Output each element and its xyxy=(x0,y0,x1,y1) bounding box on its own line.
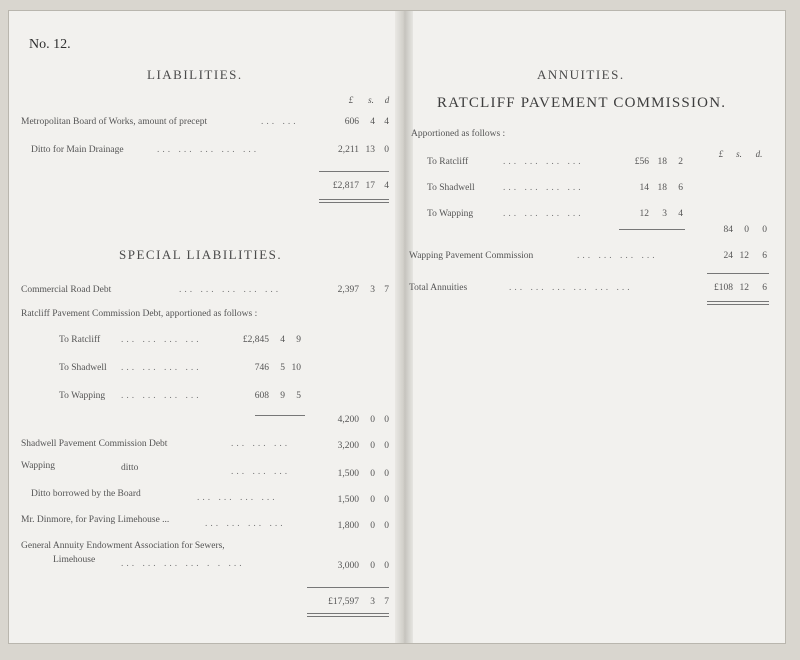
right-sum-pence: 0 xyxy=(762,225,767,235)
grand-total-pence: 7 xyxy=(384,597,389,607)
shadwell-debt-pence: 0 xyxy=(384,441,389,451)
drainage-label: Ditto for Main Drainage xyxy=(31,145,124,155)
shadwell-debt-pounds: 3,200 xyxy=(337,441,359,451)
left-to-wapping-dots: ... ... ... ... xyxy=(121,391,202,401)
general-annuity-dots: ... ... ... ... . . ... xyxy=(121,559,245,569)
apportioned-label: Apportioned as follows : xyxy=(411,129,506,139)
metro-label: Metropolitan Board of Works, amount of precept xyxy=(21,117,208,127)
metro-shillings: 4 xyxy=(370,117,375,127)
subtotal-rule xyxy=(319,171,389,172)
ledger-page xyxy=(8,10,786,644)
right-to-shadwell-pounds: 14 xyxy=(639,183,649,193)
right-col-pence: d. xyxy=(755,149,763,159)
wapping-commission-shillings: 12 xyxy=(739,251,749,261)
drainage-dots: ... ... ... ... ... xyxy=(157,145,260,155)
left-to-shadwell-pounds: 746 xyxy=(254,363,269,373)
right-to-wapping-label: To Wapping xyxy=(427,209,474,219)
right-to-ratcliff-pence: 2 xyxy=(678,157,683,167)
shadwell-debt-shillings: 0 xyxy=(370,441,375,451)
left-to-ratcliff-pounds: £2,845 xyxy=(242,335,269,345)
left-to-shadwell-shillings: 5 xyxy=(280,363,285,373)
metro-pounds: 606 xyxy=(344,117,359,127)
subtotal-shillings: 17 xyxy=(365,181,375,191)
total-annuities-shillings: 12 xyxy=(739,283,749,293)
commercial-shillings: 3 xyxy=(370,285,375,295)
commercial-label: Commercial Road Debt xyxy=(21,285,112,295)
dinmore-shillings: 0 xyxy=(370,521,375,531)
total-annuities-dots: ... ... ... ... ... ... xyxy=(509,283,633,293)
metro-dots: ... ... xyxy=(261,117,299,127)
drainage-pence: 0 xyxy=(384,145,389,155)
right-sum-rule xyxy=(619,229,685,230)
ratcliff-total-shillings: 0 xyxy=(370,415,375,425)
ditto-borrowed-pence: 0 xyxy=(384,495,389,505)
left-to-ratcliff-label: To Ratcliff xyxy=(59,335,101,345)
grand-total-rule xyxy=(307,587,389,588)
total-annuities-rule xyxy=(707,273,769,274)
wapping-label: Wapping xyxy=(21,461,56,471)
wapping-commission-pence: 6 xyxy=(762,251,767,261)
right-col-shillings: s. xyxy=(736,149,742,159)
left-to-wapping-shillings: 9 xyxy=(280,391,285,401)
wapping-commission-label: Wapping Pavement Commission xyxy=(409,251,534,261)
right-to-wapping-dots: ... ... ... ... xyxy=(503,209,584,219)
total-annuities-pence: 6 xyxy=(762,283,767,293)
col-pence: d xyxy=(384,95,390,105)
subtotal-double-rule xyxy=(319,199,389,203)
left-to-wapping-pounds: 608 xyxy=(254,391,269,401)
grand-total-double-rule xyxy=(307,613,389,617)
general-annuity-pence: 0 xyxy=(384,561,389,571)
ditto-borrowed-shillings: 0 xyxy=(370,495,375,505)
subtotal-pounds: £2,817 xyxy=(332,181,359,191)
right-to-wapping-pence: 4 xyxy=(678,209,683,219)
general-annuity-shillings: 0 xyxy=(370,561,375,571)
ratcliff-sum-rule xyxy=(255,415,305,416)
left-to-shadwell-pence: 10 xyxy=(291,363,301,373)
book-spine xyxy=(395,11,413,643)
right-col-pound: £ xyxy=(718,149,724,159)
page-number: No. 12. xyxy=(29,37,71,52)
total-annuities-double-rule xyxy=(707,301,769,305)
grand-total-pounds: £17,597 xyxy=(328,597,359,607)
dinmore-dots: ... ... ... ... xyxy=(205,519,286,529)
ratcliff-total-pence: 0 xyxy=(384,415,389,425)
ratcliff-commission-heading: RATCLIFF PAVEMENT COMMISSION. xyxy=(437,95,727,111)
right-to-ratcliff-dots: ... ... ... ... xyxy=(503,157,584,167)
right-to-wapping-shillings: 3 xyxy=(662,209,667,219)
ratcliff-total-pounds: 4,200 xyxy=(337,415,359,425)
metro-pence: 4 xyxy=(384,117,389,127)
drainage-shillings: 13 xyxy=(365,145,375,155)
col-pound: £ xyxy=(348,95,354,105)
left-to-ratcliff-shillings: 4 xyxy=(280,335,285,345)
wapping-commission-pounds: 24 xyxy=(723,251,733,261)
right-sum-pounds: 84 xyxy=(723,225,733,235)
drainage-pounds: 2,211 xyxy=(337,145,359,155)
right-to-ratcliff-shillings: 18 xyxy=(657,157,667,167)
total-annuities-label: Total Annuities xyxy=(409,283,468,293)
annuities-heading: ANNUITIES. xyxy=(537,67,625,82)
right-to-shadwell-label: To Shadwell xyxy=(427,183,475,193)
grand-total-shillings: 3 xyxy=(370,597,375,607)
wapping-ditto: ditto xyxy=(121,463,139,473)
ditto-borrowed-label: Ditto borrowed by the Board xyxy=(31,489,141,499)
right-sum-shillings: 0 xyxy=(744,225,749,235)
left-to-ratcliff-dots: ... ... ... ... xyxy=(121,335,202,345)
ratcliff-intro: Ratcliff Pavement Commission Debt, apportioned as follows : xyxy=(21,309,258,319)
shadwell-debt-dots: ... ... ... xyxy=(231,439,291,449)
dinmore-label: Mr. Dinmore, for Paving Limehouse ... xyxy=(21,515,170,525)
left-to-ratcliff-pence: 9 xyxy=(296,335,301,345)
right-to-shadwell-dots: ... ... ... ... xyxy=(503,183,584,193)
ditto-borrowed-dots: ... ... ... ... xyxy=(197,493,278,503)
left-to-wapping-label: To Wapping xyxy=(59,391,106,401)
general-annuity-label: General Annuity Endowment Association for Sewers, xyxy=(21,541,225,551)
ditto-borrowed-pounds: 1,500 xyxy=(337,495,359,505)
commercial-pence: 7 xyxy=(384,285,389,295)
wapping-shillings: 0 xyxy=(370,469,375,479)
right-to-ratcliff-label: To Ratcliff xyxy=(427,157,469,167)
special-liabilities-heading: SPECIAL LIABILITIES. xyxy=(119,247,283,262)
right-to-shadwell-pence: 6 xyxy=(678,183,683,193)
col-shillings: s. xyxy=(368,95,374,105)
wapping-pence: 0 xyxy=(384,469,389,479)
wapping-pounds: 1,500 xyxy=(337,469,359,479)
commercial-dots: ... ... ... ... ... xyxy=(179,285,282,295)
right-to-wapping-pounds: 12 xyxy=(639,209,649,219)
wapping-commission-dots: ... ... ... ... xyxy=(577,251,658,261)
right-to-ratcliff-pounds: £56 xyxy=(634,157,649,167)
general-annuity-pounds: 3,000 xyxy=(337,561,359,571)
subtotal-pence: 4 xyxy=(384,181,389,191)
right-to-shadwell-shillings: 18 xyxy=(657,183,667,193)
liabilities-heading: LIABILITIES. xyxy=(147,67,243,82)
shadwell-debt-label: Shadwell Pavement Commission Debt xyxy=(21,439,168,449)
wapping-dots: ... ... ... xyxy=(231,467,291,477)
left-to-shadwell-dots: ... ... ... ... xyxy=(121,363,202,373)
dinmore-pence: 0 xyxy=(384,521,389,531)
general-annuity-label2: Limehouse xyxy=(53,555,96,565)
left-to-wapping-pence: 5 xyxy=(296,391,301,401)
dinmore-pounds: 1,800 xyxy=(337,521,359,531)
total-annuities-pounds: £108 xyxy=(714,283,733,293)
left-to-shadwell-label: To Shadwell xyxy=(59,363,107,373)
commercial-pounds: 2,397 xyxy=(337,285,359,295)
